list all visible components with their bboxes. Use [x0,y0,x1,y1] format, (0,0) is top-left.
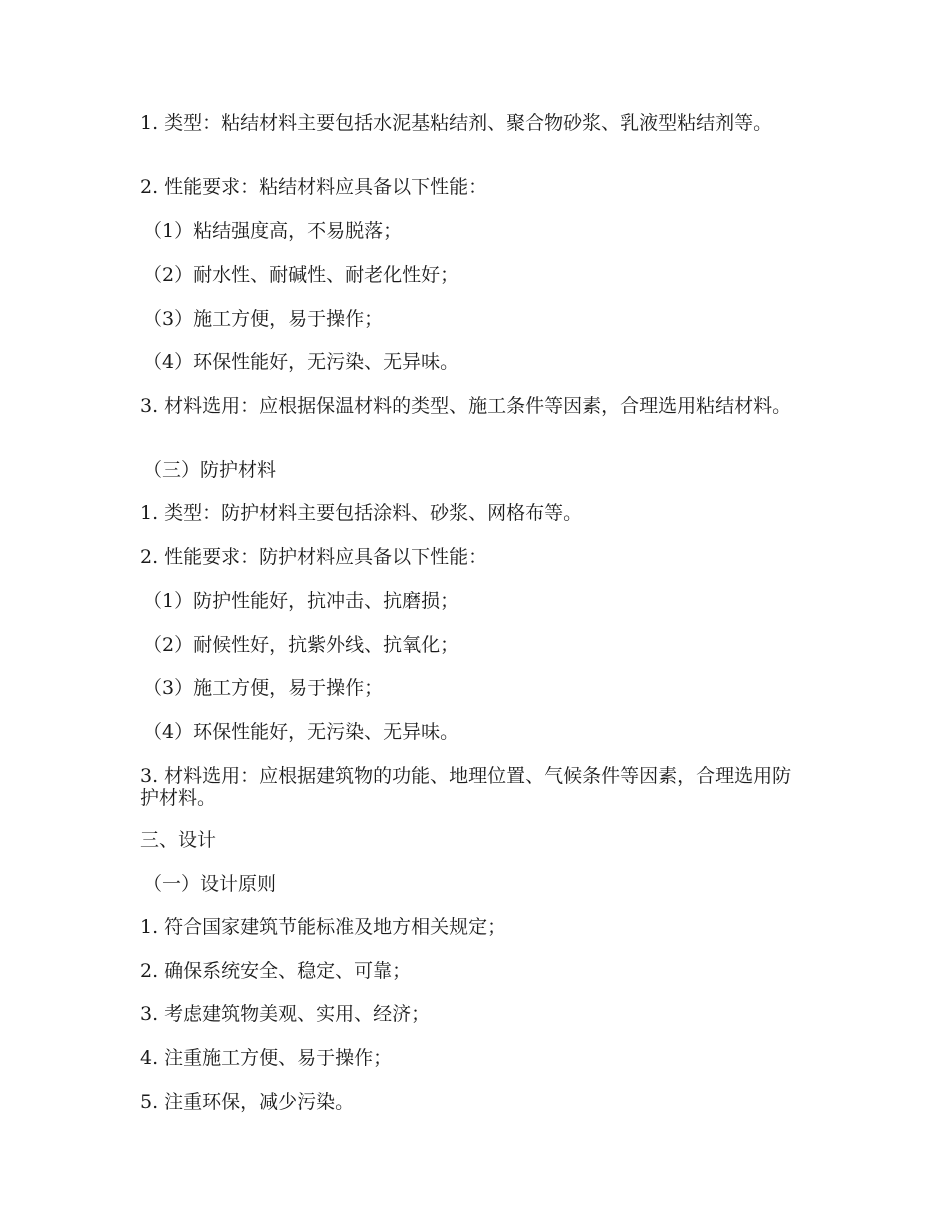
design-principle-2: 2. 确保系统安全、稳定、可靠； [140,960,412,982]
protective-type-paragraph: 1. 类型：防护材料主要包括涂料、砂浆、网格布等。 [140,502,583,524]
bonding-performance-item-2: （2）耐水性、耐碱性、耐老化性好； [143,264,460,286]
bonding-selection-paragraph: 3. 材料选用：应根据保温材料的类型、施工条件等因素，合理选用粘结材料。 [140,395,792,417]
design-principle-1: 1. 符合国家建筑节能标准及地方相关规定； [140,916,507,938]
protective-performance-item-1: （1）防护性能好，抗冲击、抗磨损； [143,590,460,612]
design-principle-3: 3. 考虑建筑物美观、实用、经济； [140,1003,431,1025]
protective-performance-item-4: （4）环保性能好，无污染、无异味。 [143,721,460,743]
protective-performance-item-2: （2）耐候性好，抗紫外线、抗氧化； [143,634,460,656]
protective-performance-item-3: （3）施工方便，易于操作； [143,677,384,699]
protective-performance-heading: 2. 性能要求：防护材料应具备以下性能： [140,546,488,568]
bonding-type-paragraph: 1. 类型：粘结材料主要包括水泥基粘结剂、聚合物砂浆、乳液型粘结剂等。 [140,112,773,134]
bonding-performance-heading: 2. 性能要求：粘结材料应具备以下性能： [140,176,488,198]
design-principle-5: 5. 注重环保，减少污染。 [140,1091,355,1113]
design-principles-heading: （一）设计原则 [143,873,277,895]
design-section-heading: 三、设计 [140,829,217,851]
design-principle-4: 4. 注重施工方便、易于操作； [140,1047,393,1069]
bonding-performance-item-3: （3）施工方便，易于操作； [143,308,384,330]
protective-materials-heading: （三）防护材料 [143,459,277,481]
bonding-performance-item-1: （1）粘结强度高，不易脱落； [143,220,403,242]
bonding-performance-item-4: （4）环保性能好，无污染、无异味。 [143,351,460,373]
protective-selection-paragraph: 3. 材料选用：应根据建筑物的功能、地理位置、气候条件等因素，合理选用防护材料。 [140,765,792,809]
